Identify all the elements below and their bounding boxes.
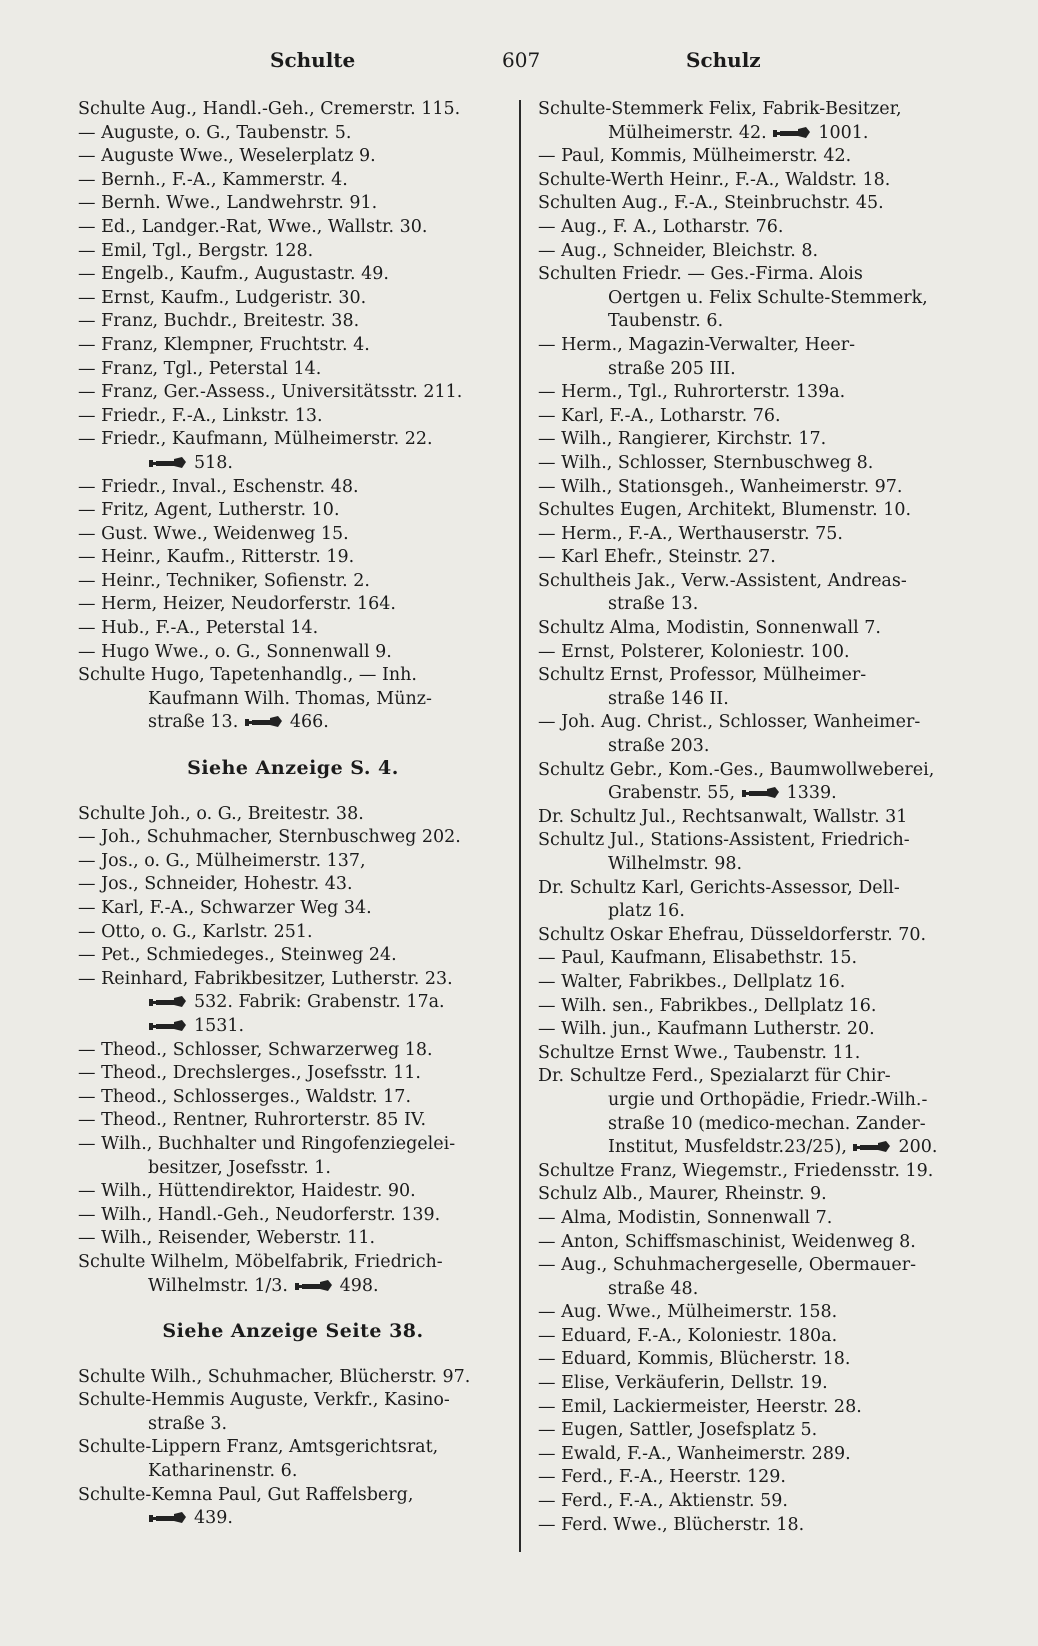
directory-entry-line: [538, 1443, 968, 1467]
directory-entry-line: [78, 263, 508, 287]
entry-text: straße 48.: [608, 1278, 699, 1299]
directory-entry-line: [78, 145, 508, 169]
entry-text: Siehe Anzeige Seite 38.: [162, 1320, 424, 1343]
entry-text: — Ewald, F.-A., Wanheimerstr. 289.: [538, 1443, 851, 1464]
entry-text: straße 3.: [148, 1413, 228, 1434]
directory-entry-line: [78, 803, 508, 827]
entry-text: Institut, Musfeldstr.23/25),: [608, 1137, 853, 1158]
telephone-icon: [148, 1511, 188, 1524]
entry-text: Mülheimerstr. 42.: [608, 122, 773, 143]
directory-entry-line: [538, 192, 968, 216]
directory-entry-line: [538, 1042, 968, 1066]
entry-text: — Franz, Klempner, Fruchtstr. 4.: [78, 334, 370, 355]
directory-entry-line: [78, 1227, 508, 1251]
entry-text: Schulte-Werth Heinr., F.-A., Waldstr. 18.: [538, 169, 891, 190]
entry-text: Dr. Schultze Ferd., Spezialarzt für Chir-: [538, 1066, 891, 1087]
directory-entry-line: [78, 1133, 508, 1157]
entry-text: — Wilh., Schlosser, Sternbuschweg 8.: [538, 452, 874, 473]
directory-entry-line: [538, 240, 968, 264]
entry-text: Schultze Ernst Wwe., Taubenstr. 11.: [538, 1042, 861, 1063]
advertisement-reference: [78, 757, 508, 781]
directory-entry-line: [538, 310, 968, 334]
entry-text: straße 146 II.: [608, 688, 729, 709]
entry-text: Schulte-Lippern Franz, Amtsgerichtsrat,: [78, 1437, 439, 1458]
entry-text: — Aug. Wwe., Mülheimerstr. 158.: [538, 1302, 838, 1323]
telephone-icon: [148, 995, 188, 1008]
entry-text: urgie und Orthopädie, Friedr.-Wilh.-: [608, 1089, 928, 1110]
entry-text: — Franz, Ger.-Assess., Universitätsstr. 211.: [78, 382, 463, 403]
directory-entry-line: [538, 98, 968, 122]
directory-entry-line: [538, 1348, 968, 1372]
column-divider: [519, 100, 521, 1552]
entry-text: 532. Fabrik: Grabenstr. 17a.: [194, 992, 445, 1013]
directory-entry-line: [78, 1204, 508, 1228]
directory-entry-line: [78, 452, 508, 476]
directory-entry-line: [538, 523, 968, 547]
directory-entry-line: [538, 499, 968, 523]
directory-entry-line: [538, 759, 968, 783]
entry-text: — Herm., Magazin-Verwalter, Heer-: [538, 334, 856, 355]
entry-text: straße 13.: [608, 594, 699, 615]
directory-entry-line: [538, 546, 968, 570]
spacer: [78, 781, 508, 803]
directory-entry-line: [538, 1136, 968, 1160]
entry-text: — Alma, Modistin, Sonnenwall 7.: [538, 1207, 833, 1228]
entry-text: Dr. Schultz Karl, Gerichts-Assessor, Dell-: [538, 877, 900, 898]
entry-text: straße 10 (medico-mechan. Zander-: [608, 1113, 926, 1134]
entry-text: Siehe Anzeige S. 4.: [187, 757, 399, 780]
directory-entry-line: [78, 334, 508, 358]
entry-text: Schulte-Stemmerk Felix, Fabrik-Besitzer,: [538, 99, 902, 119]
directory-entry-line: [78, 1484, 508, 1508]
directory-entry-line: [538, 664, 968, 688]
directory-entry-line: [78, 381, 508, 405]
directory-entry-line: [78, 1251, 508, 1275]
entry-text: Katharinenstr. 6.: [148, 1461, 298, 1482]
phone-number: 200.: [898, 1137, 938, 1158]
directory-entry-line: [78, 826, 508, 850]
entry-text: Schulte Joh., o. G., Breitestr. 38.: [78, 803, 364, 824]
telephone-icon: [148, 456, 188, 469]
directory-entry-line: [538, 381, 968, 405]
entry-text: Wilhelmstr. 98.: [608, 854, 743, 874]
directory-entry-line: [78, 499, 508, 523]
entry-text: — Eduard, F.-A., Koloniestr. 180a.: [538, 1325, 838, 1346]
entry-text: — Friedr., Kaufmann, Mülheimerstr. 22.: [78, 429, 433, 450]
entry-text: Schulten Friedr. — Ges.-Firma. Alois: [538, 264, 863, 285]
advertisement-reference: [78, 1320, 508, 1344]
directory-entry-line: [78, 1413, 508, 1437]
entry-text: 439.: [194, 1508, 233, 1529]
directory-entry-line: [78, 1436, 508, 1460]
directory-entry-line: [538, 1325, 968, 1349]
entry-text: — Heinr., Techniker, Sofienstr. 2.: [78, 570, 370, 591]
entry-text: — Herm., F.-A., Werthauserstr. 75.: [538, 523, 843, 544]
entry-text: — Friedr., F.-A., Linkstr. 13.: [78, 405, 323, 426]
directory-entry-line: [538, 1254, 968, 1278]
directory-entry-line: [78, 169, 508, 193]
page-number: 607: [502, 48, 541, 72]
directory-entry-line: [78, 240, 508, 264]
entry-text: — Aug., Schneider, Bleichstr. 8.: [538, 240, 819, 261]
directory-entry-line: [538, 1466, 968, 1490]
entry-text: Grabenstr. 55,: [608, 783, 741, 804]
entry-text: Schultes Eugen, Architekt, Blumenstr. 10.: [538, 500, 912, 521]
directory-entry-line: [538, 1490, 968, 1514]
entry-text: Schultheis Jak., Verw.-Assistent, Andreas-: [538, 570, 907, 591]
entry-text: — Paul, Kommis, Mülheimerstr. 42.: [538, 146, 852, 167]
entry-text: — Auguste Wwe., Weselerplatz 9.: [78, 146, 376, 167]
directory-entry-line: [538, 1018, 968, 1042]
entry-text: — Gust. Wwe., Weidenweg 15.: [78, 523, 349, 544]
entry-text: straße 205 III.: [608, 358, 736, 379]
entry-text: — Herm, Heizer, Neudorferstr. 164.: [78, 594, 396, 615]
directory-entry-line: [78, 570, 508, 594]
entry-text: — Theod., Schlosserges., Waldstr. 17.: [78, 1086, 412, 1107]
entry-text: — Jos., Schneider, Hohestr. 43.: [78, 874, 353, 895]
entry-text: — Engelb., Kaufm., Augustastr. 49.: [78, 264, 389, 285]
directory-entry-line: [538, 216, 968, 240]
directory-entry-line: [538, 1113, 968, 1137]
directory-entry-line: [538, 263, 968, 287]
directory-entry-line: [538, 1514, 968, 1538]
entry-text: Dr. Schultz Jul., Rechtsanwalt, Wallstr. 31: [538, 806, 908, 827]
directory-entry-line: [78, 921, 508, 945]
directory-entry-line: [78, 711, 508, 735]
entry-text: — Eugen, Sattler, Josefsplatz 5.: [538, 1420, 818, 1441]
entry-text: platz 16.: [608, 901, 685, 922]
telephone-icon: [852, 1140, 892, 1153]
directory-entry-line: [538, 877, 968, 901]
directory-entry-line: [78, 1460, 508, 1484]
entry-text: Schultz Gebr., Kom.-Ges., Baumwollweberei,: [538, 759, 935, 780]
directory-entry-line: [78, 1180, 508, 1204]
telephone-icon: [772, 126, 812, 139]
entry-text: Schulte Hugo, Tapetenhandlg., — Inh.: [78, 665, 417, 686]
directory-entry-line: [78, 593, 508, 617]
directory-entry-line: [78, 122, 508, 146]
right-column: [538, 98, 968, 1537]
entry-text: Schulte-Hemmis Auguste, Verkfr., Kasino-: [78, 1390, 450, 1411]
directory-entry-line: [538, 428, 968, 452]
entry-text: Schulte Wilh., Schuhmacher, Blücherstr. 97.: [78, 1366, 471, 1387]
entry-text: straße 13.: [148, 712, 244, 733]
directory-entry-line: [538, 593, 968, 617]
directory-entry-line: [538, 452, 968, 476]
entry-text: Schulten Aug., F.-A., Steinbruchstr. 45.: [538, 193, 884, 214]
directory-entry-line: [538, 169, 968, 193]
entry-text: straße 203.: [608, 736, 710, 757]
entry-text: — Eduard, Kommis, Blücherstr. 18.: [538, 1349, 851, 1370]
entry-text: — Jos., o. G., Mülheimerstr. 137,: [78, 850, 366, 871]
directory-entry-line: [78, 1389, 508, 1413]
directory-entry-line: [78, 1039, 508, 1063]
phone-number: 1339.: [786, 783, 837, 804]
directory-entry-line: [538, 1207, 968, 1231]
directory-entry-line: [78, 968, 508, 992]
spacer: [78, 1344, 508, 1366]
directory-entry-line: [538, 1065, 968, 1089]
entry-text: — Paul, Kaufmann, Elisabethstr. 15.: [538, 948, 858, 969]
entry-text: — Hub., F.-A., Peterstal 14.: [78, 618, 319, 639]
directory-entry-line: [78, 1366, 508, 1390]
phone-number: 466.: [289, 712, 329, 733]
directory-entry-line: [78, 850, 508, 874]
entry-text: Schultz Oskar Ehefrau, Düsseldorferstr. 70.: [538, 924, 927, 945]
directory-entry-line: [78, 1062, 508, 1086]
directory-entry-line: [538, 1396, 968, 1420]
entry-text: Schulte-Kemna Paul, Gut Raffelsberg,: [78, 1484, 414, 1505]
entry-text: — Wilh., Reisender, Weberstr. 11.: [78, 1228, 376, 1249]
directory-entry-line: [538, 947, 968, 971]
directory-entry-line: [78, 358, 508, 382]
entry-text: — Friedr., Inval., Eschenstr. 48.: [78, 476, 359, 497]
entry-text: Wilhelmstr. 1/3.: [148, 1275, 294, 1296]
entry-text: — Pet., Schmiedeges., Steinweg 24.: [78, 945, 397, 966]
directory-entry-line: [78, 1507, 508, 1531]
directory-entry-line: [538, 806, 968, 830]
spacer: [78, 1298, 508, 1320]
directory-entry-line: [78, 944, 508, 968]
entry-text: — Bernh., F.-A., Kammerstr. 4.: [78, 169, 348, 190]
entry-text: Schultz Alma, Modistin, Sonnenwall 7.: [538, 618, 881, 639]
entry-text: — Wilh., Hüttendirektor, Haidestr. 90.: [78, 1181, 416, 1202]
directory-entry-line: [538, 358, 968, 382]
directory-entry-line: [538, 688, 968, 712]
directory-entry-line: [538, 711, 968, 735]
directory-entry-line: [78, 1157, 508, 1181]
entry-text: Schultz Jul., Stations-Assistent, Friedrich-: [538, 830, 910, 851]
entry-text: — Emil, Lackiermeister, Heerstr. 28.: [538, 1396, 862, 1417]
entry-text: — Auguste, o. G., Taubenstr. 5.: [78, 122, 352, 143]
directory-entry-line: [538, 334, 968, 358]
entry-text: Schulte Aug., Handl.-Geh., Cremerstr. 115.: [78, 99, 461, 119]
entry-text: Kaufmann Wilh. Thomas, Münz-: [148, 688, 432, 709]
entry-text: — Ernst, Polsterer, Koloniestr. 100.: [538, 641, 850, 662]
telephone-icon: [741, 786, 781, 799]
entry-text: — Ferd. Wwe., Blücherstr. 18.: [538, 1514, 805, 1535]
entry-text: — Theod., Rentner, Ruhrorterstr. 85 IV.: [78, 1110, 427, 1131]
entry-text: — Aug., F. A., Lotharstr. 76.: [538, 216, 784, 237]
header-left-keyword: Schulte: [270, 48, 356, 72]
entry-text: — Ed., Landger.-Rat, Wwe., Wallstr. 30.: [78, 216, 428, 237]
directory-entry-line: [538, 1231, 968, 1255]
directory-entry-line: [78, 476, 508, 500]
directory-entry-line: [538, 853, 968, 877]
entry-text: — Karl Ehefr., Steinstr. 27.: [538, 547, 776, 568]
phone-number: 1001.: [818, 122, 869, 143]
directory-entry-line: [538, 287, 968, 311]
entry-text: — Joh., Schuhmacher, Sternbuschweg 202.: [78, 827, 461, 848]
entry-text: Schultz Ernst, Professor, Mülheimer-: [538, 665, 867, 686]
entry-text: 518.: [194, 452, 233, 473]
entry-text: — Wilh. jun., Kaufmann Lutherstr. 20.: [538, 1019, 875, 1040]
entry-text: — Walter, Fabrikbes., Dellplatz 16.: [538, 971, 846, 992]
entry-text: — Bernh. Wwe., Landwehrstr. 91.: [78, 193, 378, 214]
entry-text: — Aug., Schuhmachergeselle, Obermauer-: [538, 1255, 917, 1276]
directory-entry-line: [78, 287, 508, 311]
entry-text: — Theod., Schlosser, Schwarzerweg 18.: [78, 1039, 433, 1060]
entry-text: — Joh. Aug. Christ., Schlosser, Wanheimer-: [538, 712, 921, 733]
directory-entry-line: [78, 1086, 508, 1110]
directory-entry-line: [78, 664, 508, 688]
directory-entry-line: [538, 924, 968, 948]
directory-entry-line: [538, 476, 968, 500]
entry-text: Oertgen u. Felix Schulte-Stemmerk,: [608, 287, 928, 308]
directory-entry-line: [538, 617, 968, 641]
directory-entry-line: [538, 1183, 968, 1207]
entry-text: — Emil, Tgl., Bergstr. 128.: [78, 240, 314, 261]
entry-text: — Franz, Tgl., Peterstal 14.: [78, 358, 322, 379]
entry-text: — Herm., Tgl., Ruhrorterstr. 139a.: [538, 382, 846, 403]
entry-text: Taubenstr. 6.: [608, 311, 724, 332]
entry-text: — Ferd., F.-A., Aktienstr. 59.: [538, 1491, 788, 1512]
spacer: [78, 735, 508, 757]
telephone-icon: [294, 1279, 334, 1292]
entry-text: Schultze Franz, Wiegemstr., Friedensstr. 19.: [538, 1160, 934, 1181]
entry-text: — Wilh., Stationsgeh., Wanheimerstr. 97.: [538, 476, 903, 497]
directory-entry-line: [78, 310, 508, 334]
entry-text: Schulz Alb., Maurer, Rheinstr. 9.: [538, 1184, 827, 1205]
entry-text: — Reinhard, Fabrikbesitzer, Lutherstr. 23.: [78, 968, 453, 989]
entry-text: — Elise, Verkäuferin, Dellstr. 19.: [538, 1373, 828, 1394]
directory-entry-line: [538, 995, 968, 1019]
directory-entry-line: [78, 405, 508, 429]
entry-text: Schulte Wilhelm, Möbelfabrik, Friedrich-: [78, 1251, 443, 1272]
directory-entry-line: [78, 688, 508, 712]
directory-entry-line: [538, 1419, 968, 1443]
phone-number: 498.: [339, 1275, 379, 1296]
directory-entry-line: [538, 1372, 968, 1396]
entry-text: — Otto, o. G., Karlstr. 251.: [78, 921, 313, 942]
directory-entry-line: [538, 971, 968, 995]
directory-entry-line: [78, 641, 508, 665]
directory-entry-line: [78, 897, 508, 921]
directory-entry-line: [78, 98, 508, 122]
entry-text: — Ferd., F.-A., Heerstr. 129.: [538, 1467, 786, 1488]
directory-entry-line: [78, 617, 508, 641]
directory-entry-line: [538, 1160, 968, 1184]
directory-entry-line: [78, 1275, 508, 1299]
directory-entry-line: [538, 122, 968, 146]
directory-entry-line: [538, 641, 968, 665]
directory-entry-line: [78, 546, 508, 570]
directory-entry-line: [538, 735, 968, 759]
telephone-icon: [148, 1019, 188, 1032]
header-right-keyword: Schulz: [686, 48, 761, 72]
entry-text: — Franz, Buchdr., Breitestr. 38.: [78, 311, 360, 332]
directory-entry-line: [538, 782, 968, 806]
entry-text: — Hugo Wwe., o. G., Sonnenwall 9.: [78, 641, 392, 662]
directory-entry-line: [78, 873, 508, 897]
entry-text: — Heinr., Kaufm., Ritterstr. 19.: [78, 547, 355, 568]
directory-entry-line: [78, 428, 508, 452]
entry-text: — Wilh. sen., Fabrikbes., Dellplatz 16.: [538, 995, 877, 1016]
directory-entry-line: [538, 1301, 968, 1325]
page-header: [0, 48, 1038, 78]
directory-entry-line: [538, 570, 968, 594]
entry-text: — Karl, F.-A., Lotharstr. 76.: [538, 405, 781, 426]
entry-text: — Theod., Drechslerges., Josefsstr. 11.: [78, 1063, 421, 1084]
entry-text: — Wilh., Handl.-Geh., Neudorferstr. 139.: [78, 1204, 441, 1225]
directory-entry-line: [538, 1089, 968, 1113]
directory-entry-line: [78, 216, 508, 240]
entry-text: — Anton, Schiffsmaschinist, Weidenweg 8.: [538, 1231, 916, 1252]
entry-text: — Wilh., Buchhalter und Ringofenziegelei-: [78, 1133, 456, 1154]
directory-entry-line: [538, 900, 968, 924]
directory-entry-line: [538, 1278, 968, 1302]
entry-text: — Fritz, Agent, Lutherstr. 10.: [78, 500, 340, 521]
directory-entry-line: [538, 405, 968, 429]
directory-entry-line: [78, 192, 508, 216]
directory-entry-line: [78, 991, 508, 1015]
entry-text: besitzer, Josefsstr. 1.: [148, 1157, 331, 1178]
directory-entry-line: [538, 829, 968, 853]
entry-text: 1531.: [194, 1015, 245, 1036]
directory-entry-line: [538, 145, 968, 169]
entry-text: — Ernst, Kaufm., Ludgeristr. 30.: [78, 287, 367, 308]
entry-text: — Karl, F.-A., Schwarzer Weg 34.: [78, 898, 372, 918]
directory-entry-line: [78, 1015, 508, 1039]
directory-entry-line: [78, 1109, 508, 1133]
left-column: [78, 98, 508, 1531]
entry-text: — Wilh., Rangierer, Kirchstr. 17.: [538, 429, 827, 450]
telephone-icon: [244, 715, 284, 728]
directory-entry-line: [78, 523, 508, 547]
